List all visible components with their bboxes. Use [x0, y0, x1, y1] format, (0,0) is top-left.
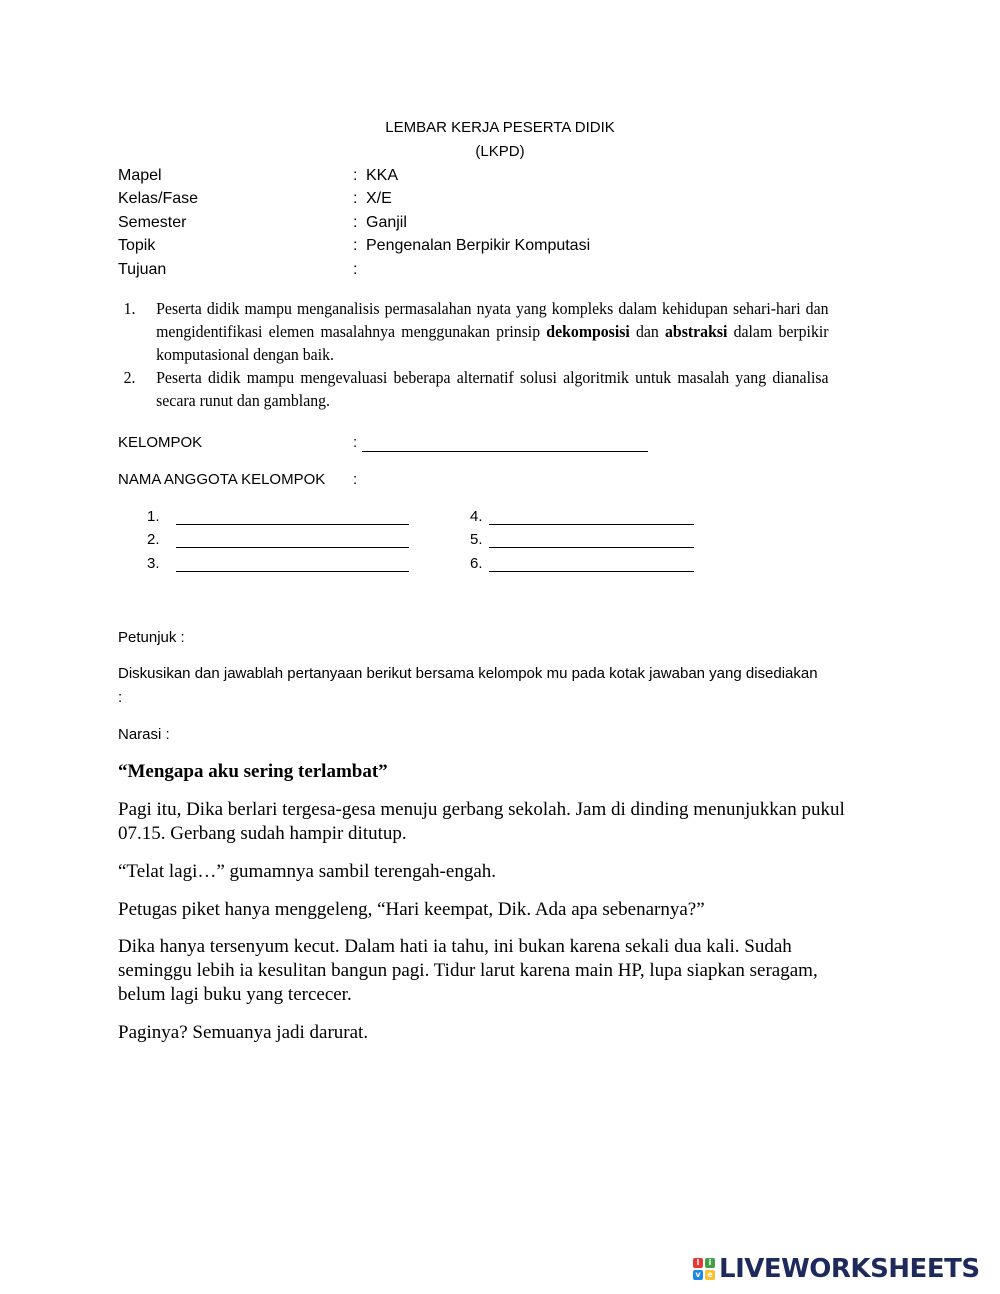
- story-paragraph-5: Paginya? Semuanya jadi darurat.: [118, 1022, 369, 1043]
- goal-text: Peserta didik mampu menganalisis permasalahan nyata yang kompleks dalam kehidupan sehari-hari dan mengidentifikasi elemen masalahnya menggunakan prinsip: [156, 299, 829, 341]
- logo-grid-icon: [693, 1258, 715, 1280]
- members-colon: :: [353, 471, 358, 488]
- logo-text: LIVEWORKSHEETS: [719, 1254, 980, 1284]
- meta-value-kelas: X/E: [366, 190, 392, 207]
- page-title-line2: (LKPD): [475, 143, 525, 160]
- member-input-line[interactable]: [176, 547, 409, 548]
- goal-number: 1.: [123, 299, 136, 318]
- story-paragraph-1: [118, 798, 888, 846]
- story-line: seminggu lebih ia kesulitan bangun pagi. Tidur larut karena main HP, lupa siapkan seragam,: [118, 960, 818, 981]
- member-number: 3.: [147, 555, 160, 572]
- member-number: 2.: [147, 531, 160, 548]
- logo-tile: v: [693, 1270, 703, 1280]
- goal-item-2: [118, 366, 829, 412]
- logo-tile: l: [693, 1258, 703, 1268]
- member-number: 4.: [470, 508, 483, 525]
- goal-number: 2.: [123, 368, 136, 387]
- logo-tile: i: [705, 1258, 715, 1268]
- member-input-line[interactable]: [489, 547, 694, 548]
- goal-text: dan: [629, 322, 666, 341]
- meta-label-mapel: Mapel: [118, 167, 162, 184]
- goal-keyword-abstraksi: abstraksi: [665, 322, 728, 341]
- member-number: 5.: [470, 531, 483, 548]
- story-line: Pagi itu, Dika berlari tergesa-gesa menuju gerbang sekolah. Jam di dinding menunjukkan pukul: [118, 799, 845, 820]
- meta-colon: :: [353, 214, 358, 231]
- kelompok-colon: :: [353, 434, 358, 451]
- members-label: NAMA ANGGOTA KELOMPOK: [118, 471, 326, 488]
- story-paragraph-3: Petugas piket hanya menggeleng, “Hari keempat, Dik. Ada apa sebenarnya?”: [118, 899, 705, 920]
- liveworksheets-logo: [693, 1253, 980, 1285]
- meta-label-topik: Topik: [118, 237, 156, 254]
- logo-tile: e: [705, 1270, 715, 1280]
- meta-colon: :: [353, 237, 358, 254]
- meta-label-tujuan: Tujuan: [118, 261, 167, 278]
- story-paragraph-2: “Telat lagi…” gumamnya sambil terengah-engah.: [118, 861, 496, 882]
- kelompok-label: KELOMPOK: [118, 434, 203, 451]
- story-line: Dika hanya tersenyum kecut. Dalam hati ia tahu, ini bukan karena sekali dua kali. Sudah: [118, 936, 792, 957]
- goals-list: [118, 297, 829, 412]
- meta-colon: :: [353, 190, 358, 207]
- goal-text: dalam berpikir komputasional dengan baik.: [156, 322, 829, 364]
- instructions-text: Diskusikan dan jawablah pertanyaan berikut bersama kelompok mu pada kotak jawaban yang disediakan: [118, 665, 818, 682]
- story-title: “Mengapa aku sering terlambat”: [118, 761, 388, 782]
- meta-value-mapel: KKA: [366, 167, 399, 184]
- instructions-text-cont: :: [118, 689, 123, 706]
- meta-colon: :: [353, 261, 358, 278]
- meta-label-kelas: Kelas/Fase: [118, 190, 199, 207]
- goal-keyword-dekomposisi: dekomposisi: [546, 322, 630, 341]
- meta-value-semester: Ganjil: [366, 214, 407, 231]
- meta-label-semester: Semester: [118, 214, 187, 231]
- member-number: 6.: [470, 555, 483, 572]
- story-paragraph-4: [118, 935, 888, 1007]
- instructions-label: Petunjuk :: [118, 629, 185, 646]
- member-input-line[interactable]: [489, 524, 694, 525]
- member-input-line[interactable]: [489, 571, 694, 572]
- page-title-line1: LEMBAR KERJA PESERTA DIDIK: [385, 119, 615, 136]
- member-input-line[interactable]: [176, 571, 409, 572]
- story-line: 07.15. Gerbang sudah hampir ditutup.: [118, 823, 407, 844]
- kelompok-input-line[interactable]: [362, 451, 648, 452]
- meta-colon: :: [353, 167, 358, 184]
- meta-value-topik: Pengenalan Berpikir Komputasi: [366, 237, 591, 254]
- story-line: belum lagi buku yang tercecer.: [118, 984, 352, 1005]
- narasi-label: Narasi :: [118, 726, 170, 743]
- goal-text: Peserta didik mampu mengevaluasi beberapa alternatif solusi algoritmik untuk masalah yang dianalisa secara runut dan gamblang.: [156, 368, 829, 410]
- goal-item-1: [118, 297, 829, 366]
- member-number: 1.: [147, 508, 160, 525]
- member-input-line[interactable]: [176, 524, 409, 525]
